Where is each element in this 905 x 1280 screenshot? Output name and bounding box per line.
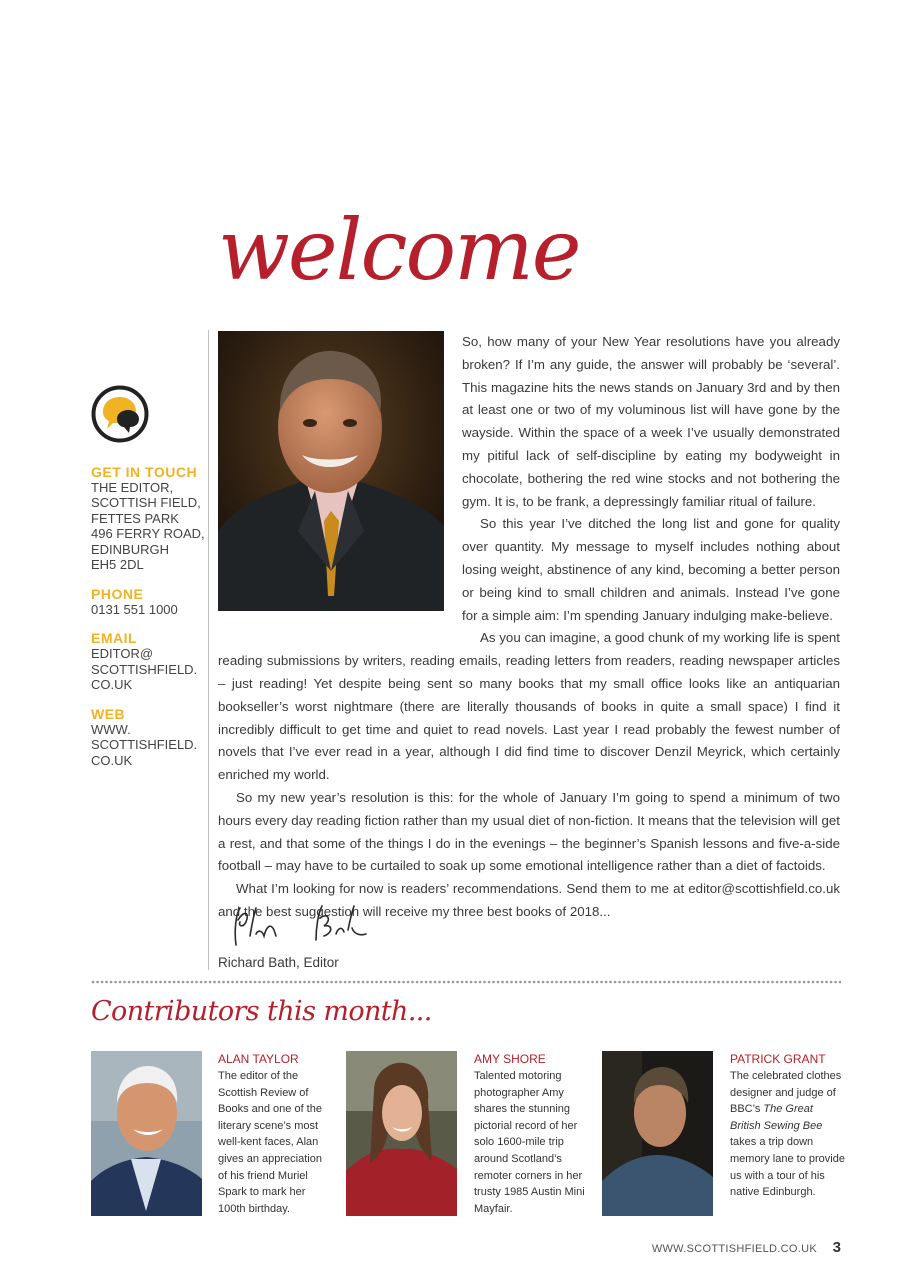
editor-signature — [228, 900, 378, 952]
editor-signoff: Richard Bath, Editor — [218, 955, 339, 970]
email-line: SCOTTISHFIELD. — [91, 661, 198, 677]
email-line: CO.UK — [91, 677, 133, 692]
editorial-paragraph: So this year I’ve ditched the long list and gone for quality over quantity. My message to myself includes nothing about losing weight, abstinence of any kind, becoming a better person or being kind to small children and animals. Instead I’ve gone for a simple aim: I’m spending January indulging make-believe. — [462, 516, 840, 623]
get-in-touch-heading: GET IN TOUCH — [91, 463, 198, 480]
contributor-name: AMY SHORE — [474, 1052, 546, 1066]
contributor-name: PATRICK GRANT — [730, 1052, 826, 1066]
web-block — [91, 707, 206, 769]
contributor-alan-taylor — [218, 1051, 334, 1217]
email-block — [91, 631, 206, 693]
editorial-paragraph: What I’m looking for now is readers’ recommendations. Send them to me at editor@scottishfield.co.uk and the best suggestion will receive my three best books of 2018... — [218, 881, 840, 919]
address-line: FETTES PARK — [91, 510, 179, 526]
page-title: welcome — [218, 201, 580, 299]
email-heading: EMAIL — [91, 630, 138, 646]
contributor-bio: The editor of the Scottish Review of Books and one of the literary scene’s most well-kent faces, Alan gives an appreciation of his friend Muriel Spark to mark her 100th birthday. — [218, 1070, 322, 1215]
column-divider — [208, 330, 209, 970]
contributor-bio-text: The celebrated clothes designer and judge of BBC’s — [730, 1070, 842, 1116]
web-line: WWW. — [91, 721, 131, 737]
phone-number: 0131 551 1000 — [91, 601, 178, 617]
page-number: 3 — [832, 1239, 841, 1256]
address-line: EDINBURGH — [91, 541, 170, 557]
contributor-photo-amy-shore — [346, 1051, 457, 1216]
contributor-amy-shore — [474, 1051, 590, 1217]
contributor-name: ALAN TAYLOR — [218, 1052, 299, 1066]
email-line: EDITOR@ — [91, 646, 154, 661]
speech-bubbles-icon — [91, 385, 149, 443]
address-line: SCOTTISH FIELD, — [91, 495, 201, 510]
address-line: THE EDITOR, — [91, 479, 174, 495]
contributor-photo-patrick-grant — [602, 1051, 713, 1216]
phone-heading: PHONE — [91, 585, 144, 602]
editorial-paragraph: As you can imagine, a good chunk of my working life is spent reading submissions by writers, reading emails, reading letters from readers, reading newspaper articles – just reading! Yet despite being sent so many books that my small office looks like an antiquarian bookseller’s worst nightmare (there are literally thousands of books in quite a small space) I find it incredibly difficult to get time and quiet to read novels. Last year I read probably the fewest number of novels that I’ve ever read in a year, although I did find time to discover Denzil Meyrick, which certainly enriched my world. — [218, 630, 840, 783]
editorial-text — [218, 331, 840, 924]
web-heading: WEB — [91, 705, 126, 722]
contributor-bio — [730, 1068, 846, 1201]
contributors-heading: Contributors this month... — [91, 996, 432, 1027]
dotted-divider — [91, 980, 841, 984]
contributor-bio: Talented motoring photographer Amy shares the stunning pictorial record of her solo 1600-mile trip around Scotland’s remoter corners in her trusty 1985 Austin Mini Mayfair. — [474, 1070, 585, 1215]
contributor-patrick-grant — [730, 1051, 846, 1201]
contributor-photo-alan-taylor — [91, 1051, 202, 1216]
web-line: CO.UK — [91, 752, 133, 768]
get-in-touch-block — [91, 465, 206, 573]
phone-block — [91, 587, 206, 618]
web-line: SCOTTISHFIELD. — [91, 737, 198, 752]
footer-url[interactable]: WWW.SCOTTISHFIELD.CO.UK — [651, 1243, 817, 1255]
contact-sidebar — [91, 385, 206, 782]
editorial-paragraph: So, how many of your New Year resolutions have you already broken? If I’m any guide, the answer will probably be ‘several’. This magazine hits the news stands on January 3rd and by then at least one or two of my voluminous list will have gone by the wayside. Within the space of a week I’ve usually demonstrated my pitiful lack of self-discipline by eating my bodyweight in chocolate, bothering the red wine stocks and not bothering the gym. It is, to be frank, a depressingly familiar ritual of failure. — [462, 334, 840, 509]
show-title: The Great British Sewing Bee — [730, 1103, 823, 1132]
address-line: 496 FERRY ROAD, — [91, 526, 205, 541]
contributor-bio-text: takes a trip down memory lane to provide us with a tour of his native Edinburgh. — [730, 1136, 845, 1199]
address-line: EH5 2DL — [91, 557, 144, 572]
editorial-paragraph: So my new year’s resolution is this: for the whole of January I’m going to spend a minimum of two hours every day reading fiction rather than my usual diet of non-fiction. It means that the television will get a rest, and that some of the things I do in the evenings – the beginner’s Spanish lessons and five-a-side football – may have to be curtailed to soak up some emotional intelligence rather than a diet of factoids. — [218, 789, 840, 874]
